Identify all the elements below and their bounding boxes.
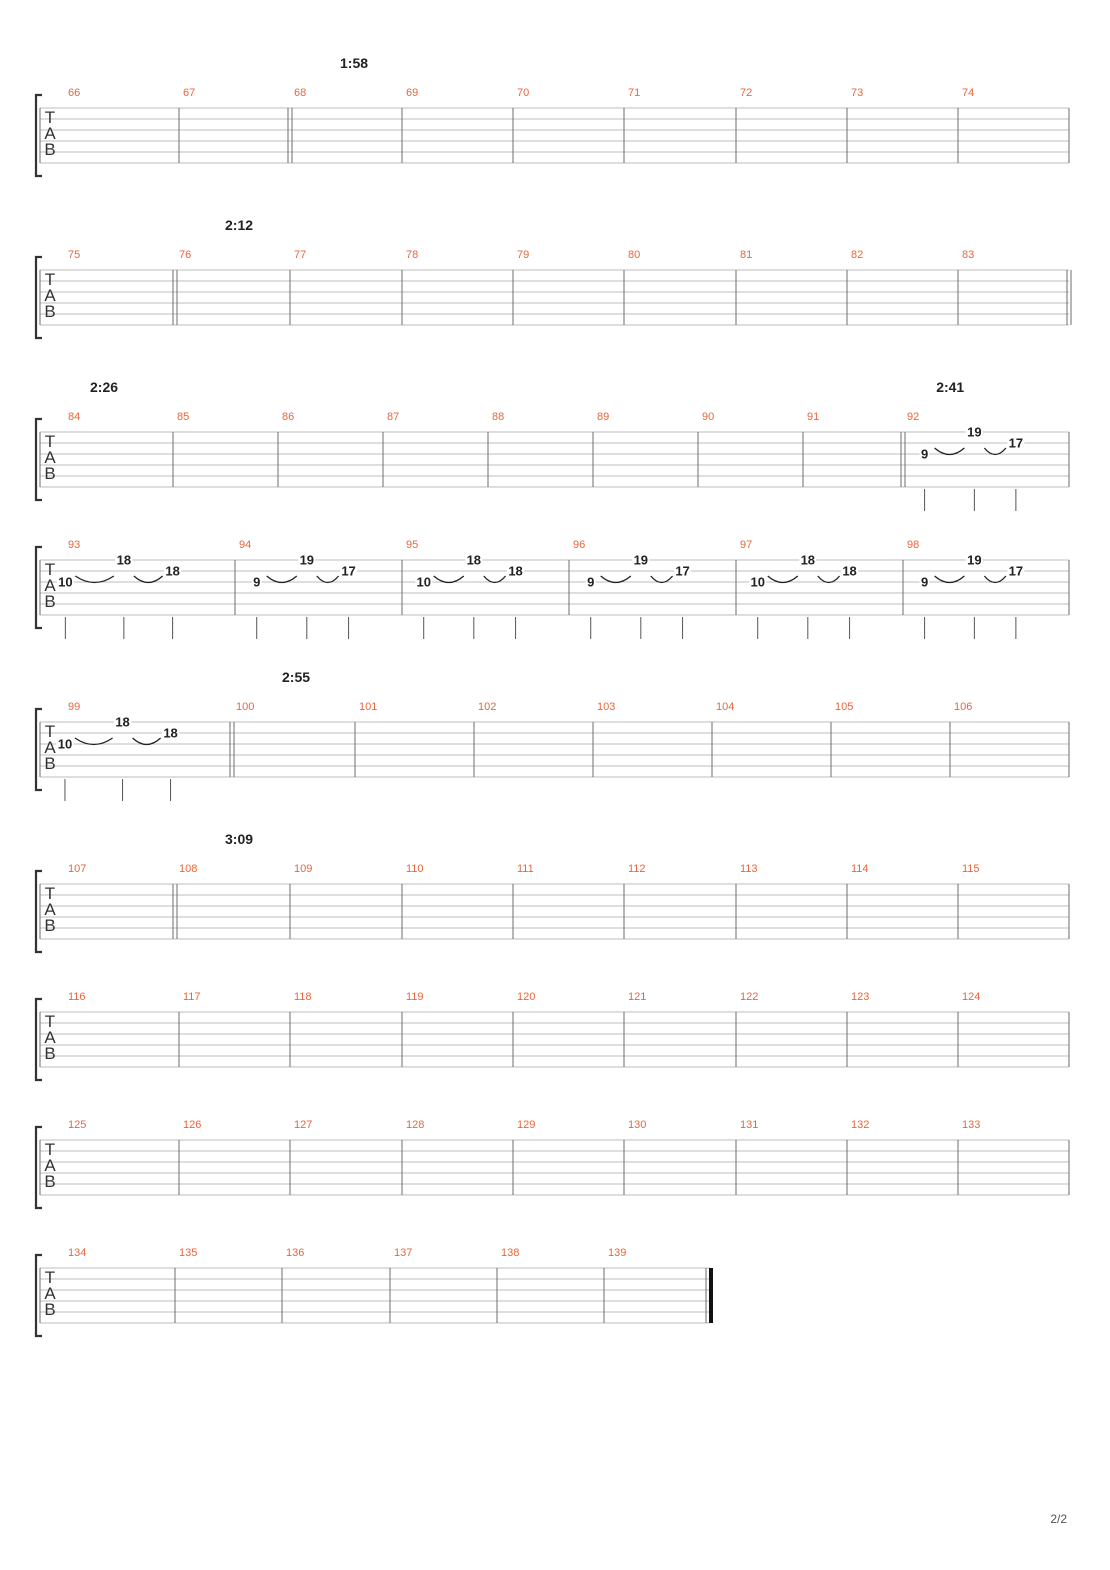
tab-clef-letter: A [44,576,56,595]
tie-arc [267,576,297,583]
measure-number: 70 [517,87,530,99]
measure-number: 100 [236,701,255,713]
tie-arc [75,576,114,583]
measure-number: 117 [183,991,201,1003]
tab-clef-letter: B [44,916,56,935]
measure-number: 123 [851,991,870,1003]
staff-system [36,1119,1069,1208]
measure-number: 137 [394,1247,413,1259]
fret-number: 10 [416,574,431,590]
tie-arc [818,576,840,583]
measure-number: 125 [68,1119,87,1131]
measure-number: 136 [286,1247,305,1259]
measure-number: 107 [68,863,87,875]
tab-clef-letter: A [44,1156,56,1175]
tie-arc [434,576,464,583]
timestamp-marker: 2:41 [936,379,965,395]
tab-clef-letter: B [44,754,56,773]
measure-number: 114 [851,863,869,875]
fret-number: 18 [800,552,816,568]
staff-system [36,1247,713,1336]
system-bracket [36,999,42,1080]
measure-number: 91 [807,411,820,423]
measure-number: 90 [702,411,715,423]
tab-clef-letter: B [44,140,56,159]
measure-number: 130 [628,1119,647,1131]
tab-clef-letter: A [44,1028,56,1047]
measure-number: 103 [597,701,616,713]
measure-number: 108 [179,863,198,875]
system-bracket [36,419,42,500]
measure-number: 122 [740,991,759,1003]
measure-number: 85 [177,411,190,423]
fret-number: 19 [299,552,315,568]
measure-number: 93 [68,539,81,551]
measure-number: 128 [406,1119,425,1131]
measure-number: 80 [628,249,641,261]
measure-number: 105 [835,701,854,713]
measure-number: 99 [68,701,81,713]
timestamp-marker: 2:26 [90,379,119,395]
timestamp-marker: 1:58 [340,55,369,71]
fret-number: 18 [115,714,130,730]
tie-arc [484,576,506,583]
system-bracket [36,547,42,628]
tab-clef-letter: A [44,900,56,919]
measure-number: 126 [183,1119,202,1131]
fret-number: 9 [253,574,261,590]
measure-number: 131 [740,1119,759,1131]
tie-arc [935,576,965,583]
fret-number: 18 [466,552,482,568]
fret-number: 17 [1008,563,1024,579]
staff-system [36,539,1069,639]
measure-number: 132 [851,1119,870,1131]
tab-clef-letter: A [44,124,56,143]
fret-number: 17 [1008,435,1024,451]
tab-clef-letter: B [44,464,56,483]
tie-arc [935,448,965,455]
tab-clef-letter: T [44,270,56,289]
measure-number: 88 [492,411,505,423]
measure-number: 110 [406,863,424,875]
fret-number: 9 [587,574,595,590]
measure-number: 111 [517,863,534,875]
measure-number: 71 [628,87,641,99]
measure-number: 74 [962,87,975,99]
staff-system [36,669,1069,801]
measure-number: 72 [740,87,753,99]
fret-number: 18 [165,563,180,579]
measure-number: 129 [517,1119,536,1131]
measure-number: 81 [740,249,753,261]
measure-number: 89 [597,411,610,423]
measure-number: 115 [962,863,980,875]
measure-number: 120 [517,991,536,1003]
tab-clef-letter: B [44,1044,56,1063]
measure-number: 68 [294,87,307,99]
measure-number: 98 [907,539,920,551]
measure-number: 102 [478,701,497,713]
measure-number: 79 [517,249,530,261]
tab-clef-letter: A [44,738,56,757]
tie-arc [134,576,163,583]
timestamp-marker: 2:55 [282,669,311,685]
system-bracket [36,257,42,338]
system-bracket [36,1255,42,1336]
measure-number: 104 [716,701,735,713]
tab-clef-letter: B [44,1172,56,1191]
measure-number: 109 [294,863,313,875]
tab-clef-letter: B [44,1300,56,1319]
fret-number: 10 [750,574,765,590]
system-bracket [36,95,42,176]
measure-number: 86 [282,411,295,423]
tab-clef-letter: A [44,286,56,305]
tab-clef-letter: T [44,722,56,741]
tie-arc [984,576,1006,583]
tab-clef-letter: B [44,592,56,611]
tab-clef-letter: T [44,108,56,127]
measure-number: 135 [179,1247,198,1259]
measure-number: 84 [68,411,81,423]
measure-number: 95 [406,539,419,551]
final-barline [709,1268,713,1323]
measure-number: 78 [406,249,419,261]
fret-number: 9 [920,446,929,462]
tie-arc [601,576,631,583]
system-bracket [36,871,42,952]
measure-number: 113 [740,863,758,875]
measure-number: 67 [183,87,196,99]
tab-clef-letter: T [44,1012,56,1031]
fret-number: 19 [967,552,982,568]
timestamp-marker: 3:09 [225,831,254,847]
fret-number: 19 [967,424,982,440]
tie-arc [768,576,798,583]
measure-number: 119 [406,991,424,1003]
tab-clef-letter: T [44,1268,56,1287]
measure-number: 133 [962,1119,981,1131]
measure-number: 92 [907,411,920,423]
fret-number: 9 [920,574,929,590]
measure-number: 87 [387,411,400,423]
measure-number: 101 [359,701,378,713]
tie-arc [317,576,339,583]
fret-number: 18 [116,552,132,568]
measure-number: 106 [954,701,973,713]
measure-number: 121 [628,991,647,1003]
measure-number: 76 [179,249,192,261]
fret-number: 10 [58,574,73,590]
fret-number: 19 [633,552,649,568]
fret-number: 18 [163,725,178,741]
page-number: 2/2 [1050,1512,1067,1526]
measure-number: 96 [573,539,586,551]
staff-system [36,991,1069,1080]
measure-number: 139 [608,1247,627,1259]
tab-clef-letter: T [44,884,56,903]
measure-number: 138 [501,1247,520,1259]
measure-number: 75 [68,249,81,261]
staff-system [36,217,1071,338]
measure-number: 69 [406,87,419,99]
fret-number: 17 [341,563,356,579]
measure-number: 116 [68,991,86,1003]
system-bracket [36,709,42,790]
measure-number: 73 [851,87,864,99]
measure-number: 83 [962,249,975,261]
timestamp-marker: 2:12 [225,217,254,233]
tab-clef-letter: T [44,560,56,579]
measure-number: 127 [294,1119,313,1131]
staff-system [36,379,1069,511]
fret-number: 10 [57,736,73,752]
measure-number: 82 [851,249,864,261]
tab-clef-letter: A [44,448,56,467]
measure-number: 66 [68,87,81,99]
measure-number: 94 [239,539,252,551]
tab-clef-letter: T [44,1140,56,1159]
measure-number: 112 [628,863,646,875]
staff-system [36,55,1069,176]
fret-number: 18 [508,563,523,579]
measure-number: 97 [740,539,753,551]
measure-number: 134 [68,1247,87,1259]
tie-arc [651,576,673,583]
tie-arc [75,738,113,745]
measure-number: 118 [294,991,312,1003]
measure-number: 124 [962,991,981,1003]
tab-clef-letter: B [44,302,56,321]
fret-number: 17 [675,563,690,579]
tie-arc [984,448,1006,455]
measure-number: 77 [294,249,307,261]
tab-clef-letter: A [44,1284,56,1303]
tie-arc [133,738,161,745]
system-bracket [36,1127,42,1208]
staff-system [36,831,1069,952]
tab-clef-letter: T [44,432,56,451]
fret-number: 18 [842,563,857,579]
